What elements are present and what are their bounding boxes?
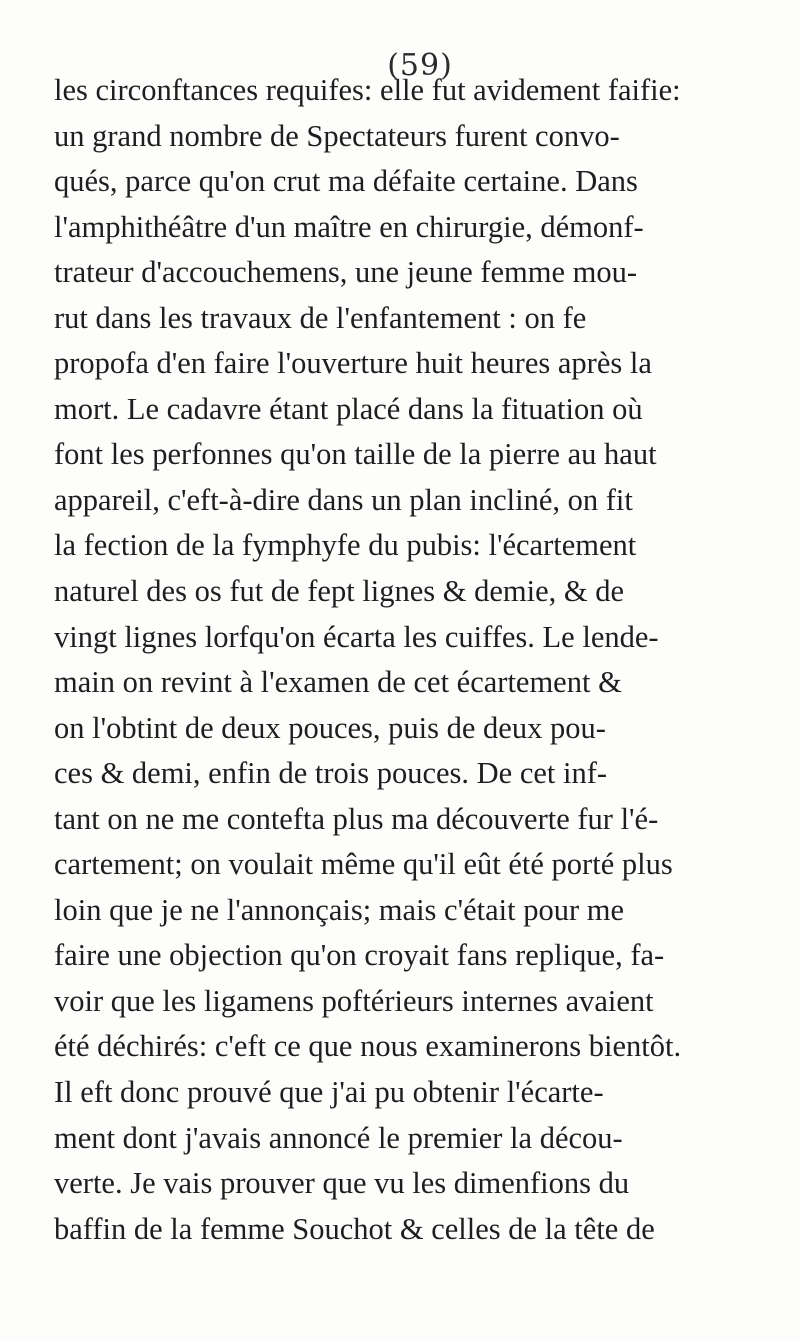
text-line-21-text: voir que les ligamens poftérieurs internes avaient [54,983,654,1018]
text-line-5-text: trateur d'accouchemens, une jeune femme mou- [54,255,638,290]
text-line-17-text: tant on ne me contefta plus ma découverte fur l'é- [54,801,659,836]
text-line-10 [54,478,774,524]
text-line-9-text: font les perfonnes qu'on taille de la pierre au haut [54,437,657,472]
text-line-11-text: la fection de la fymphyfe du pubis: l'écartement [54,528,637,563]
text-line-18-text: cartement; on voulait même qu'il eût été porté plus [54,847,673,882]
text-line-14-text: main on revint à l'examen de cet écartement & [54,665,622,700]
text-line-2-text: un grand nombre de Spectateurs furent convo- [54,118,620,153]
text-line-8-text: mort. Le cadavre étant placé dans la fituation où [54,391,643,426]
text-line-14 [54,660,774,706]
text-line-25 [54,1161,774,1207]
text-line-22-text: été déchirés: c'eft ce que nous examinerons bientôt. [54,1029,682,1064]
text-line-3-text: qués, parce qu'on crut ma défaite certaine. Dans [54,164,638,199]
text-line-3 [54,159,774,205]
text-line-26 [54,1207,774,1253]
text-line-4-text: l'amphithéâtre d'un maître en chirurgie, démonf- [54,209,644,244]
text-line-1-text: les circonftances requifes: elle fut avidement faifie: [54,73,681,107]
text-line-17 [54,797,774,843]
text-line-20-text: faire une objection qu'on croyait fans replique, fa- [54,938,665,973]
text-line-12 [54,569,774,615]
text-line-6 [54,296,774,342]
text-line-7-text: propofa d'en faire l'ouverture huit heures après la [54,346,652,381]
text-line-6-text: rut dans les travaux de l'enfantement : on fe [54,300,587,335]
text-line-19 [54,888,774,934]
text-line-16 [54,751,774,797]
text-line-22 [54,1024,774,1070]
text-line-26-text: baffin de la femme Souchot & celles de la tête de [54,1211,655,1246]
text-line-23 [54,1070,774,1116]
text-line-5 [54,250,774,296]
text-line-24 [54,1116,774,1162]
text-line-19-text: loin que je ne l'annonçais; mais c'était pour me [54,892,624,927]
text-line-21 [54,979,774,1025]
text-line-25-text: verte. Je vais prouver que vu les dimenfions du [54,1166,630,1201]
text-line-4 [54,205,774,251]
text-line-10-text: appareil, c'eft-à-dire dans un plan incliné, on fit [54,482,633,517]
text-line-15-text: on l'obtint de deux pouces, puis de deux pou- [54,710,606,745]
text-line-11 [54,523,774,569]
page-number: (59) [387,48,453,83]
text-line-2 [54,114,774,160]
text-line-18 [54,842,774,888]
text-line-20 [54,933,774,979]
text-line-12-text: naturel des os fut de fept lignes & demie, & de [54,574,625,609]
text-line-7 [54,341,774,387]
text-line-23-text: Il eft donc prouvé que j'ai pu obtenir l'écarte- [54,1075,604,1110]
text-line-9 [54,432,774,478]
text-line-1 [54,68,774,114]
text-line-8 [54,387,774,433]
text-line-13-text: vingt lignes lorfqu'on écarta les cuiffes. Le lende- [54,619,659,654]
text-line-13 [54,615,774,661]
text-line-24-text: ment dont j'avais annoncé le premier la décou- [54,1120,623,1155]
page-text [54,68,774,1252]
text-line-16-text: ces & demi, enfin de trois pouces. De cet inf- [54,756,608,791]
text-line-15 [54,706,774,752]
